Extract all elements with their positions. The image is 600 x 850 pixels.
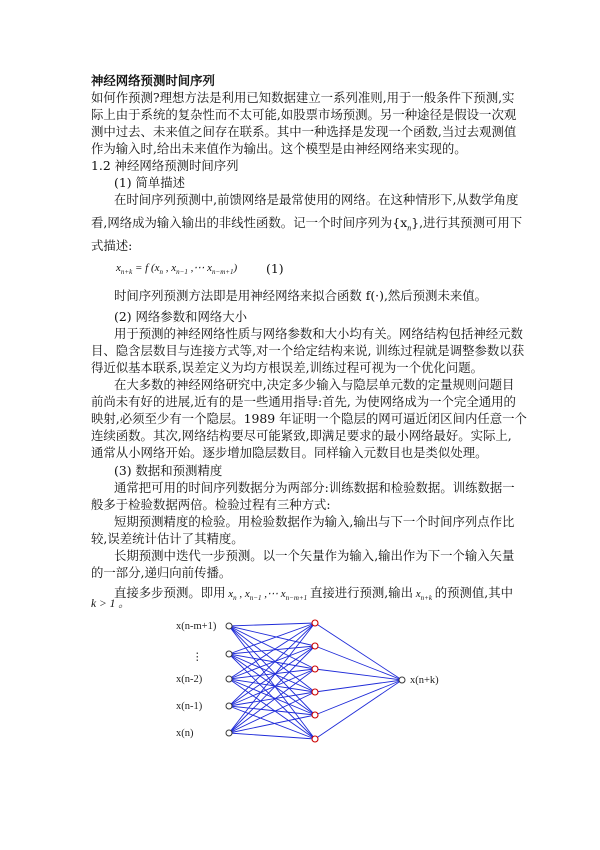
sub2-line-8: 通常从小网络开始。逐步增加隐层数目。同样输入元数目也是类似处理。 (91, 445, 488, 460)
sub3-line-6: 的一部分,递归向前传播。 (91, 565, 232, 580)
network-edges (229, 623, 402, 739)
sub2-line-4: 在大多数的神经网络研究中,决定多少输入与隐层单元数的定量规则问题目 (114, 377, 515, 392)
edge-input-1-hidden-3 (229, 654, 315, 692)
intro-line-4: 作为输入时,给出未来值作为输出。这个模型是由神经网络来实现的。 (91, 141, 467, 156)
hidden-node-1 (312, 643, 318, 649)
output-node (399, 677, 405, 683)
sub2-line-2: 目、隐含层数目与连接方式等,对一个给定结构来说, 训练过程就是调整参数以获 (91, 343, 525, 358)
sub1-line-2-text: 看,网络成为输入输出的非线性函数。记一个时间序列为{x (91, 215, 408, 230)
direct-line-a: 直接多步预测。即用 (114, 585, 226, 600)
input-label-0: x(n-m+1) (176, 621, 217, 632)
sub3-line-1: 通常把可用的时间序列数据分为两部分:训练数据和检验数据。训练数据一 (114, 480, 515, 495)
edge-hidden-3-output (315, 680, 402, 692)
hidden-node-3 (312, 689, 318, 695)
direct-output-math: $x_{n+k}$ (413, 588, 432, 603)
direct-line-c: 的预测值,其中 (434, 585, 514, 600)
hidden-node-2 (312, 666, 318, 672)
output-label: x(n+k) (410, 675, 439, 686)
input-node-1 (226, 651, 232, 657)
sub3-heading: (3) 数据和预测精度 (114, 463, 223, 478)
page-title: 神经网络预测时间序列 (91, 73, 215, 88)
sub1-heading: (1) 简单描述 (114, 175, 186, 190)
equation-label: (1) (266, 261, 284, 276)
sub2-line-7: 连续函数。其次,网络结构要尽可能紧致,即满足要求的最小网络最好。实际上, (91, 428, 512, 443)
eq-lhs: x (116, 262, 121, 274)
input-node-4 (226, 730, 232, 736)
edge-input-1-hidden-0 (229, 623, 315, 654)
ellipsis-label: ⋮ (192, 652, 203, 663)
sub3-line-4: 较,误差统计估计了其精度。 (91, 531, 244, 546)
edge-input-0-hidden-0 (229, 623, 315, 626)
intro-line-1: 如何作预测?理想方法是利用已知数据建立一系列准则,用于一般条件下预测,实 (91, 90, 515, 105)
sub2-heading: (2) 网络参数和网络大小 (114, 309, 248, 324)
input-label-3: x(n) (176, 728, 194, 739)
sub3-line-2: 般多于检验数据两倍。检验过程有三种方式: (91, 497, 331, 512)
hidden-node-5 (312, 736, 318, 742)
sub2-line-3: 得近似基本联系,误差定义为均方根误差,训练过程可视为一个优化问题。 (91, 360, 483, 375)
intro-line-3: 测中过去、未来值之间存在联系。其中一种选择是发现一个函数,当过去观测值 (91, 124, 517, 139)
section-heading: 1.2 神经网络预测时间序列 (91, 158, 239, 173)
input-label-1: x(n-2) (176, 674, 203, 685)
sub3-line-5: 长期预测中迭代一步预测。以一个矢量作为输入,输出作为下一个输入矢量 (114, 548, 515, 563)
intro-line-2: 际上由于系统的复杂性而不太可能,如股票市场预测。另一种途径是假设一次观 (91, 107, 517, 122)
input-node-3 (226, 703, 232, 709)
sub1-line-2-tail: },进行其预测可用下 (411, 215, 523, 230)
direct-line-b: 直接进行预测,输出 (309, 585, 414, 600)
sub2-line-1: 用于预测的神经网络性质与网络参数和大小均有关。网络结构包括神经元数 (114, 326, 523, 341)
hidden-node-4 (312, 712, 318, 718)
sub2-line-5: 前尚未有好的进展,近有的是一些通用指导:首先, 为使网络成为一个完全通用的 (91, 394, 516, 409)
hidden-node-0 (312, 620, 318, 626)
input-label-2: x(n-1) (176, 701, 203, 712)
direct-inputs-math: $x_n$ , $x_{n-1}$ ,⋯ $x_{n-m+1}$ (225, 588, 308, 603)
input-node-2 (226, 676, 232, 682)
k-condition: k > 1 。 (91, 598, 130, 610)
sub2-line-6: 映射,必须至少有一个隐层。1989 年证明一个隐层的网可逼近闭区间内任意一个 (91, 411, 527, 426)
equation-1: $x_{n+k} = f$ ($x_n$ , $x_{n-1}$ ,⋯ $x_{n-m+1}$) (116, 262, 238, 277)
sub3-line-3: 短期预测精度的检验。用检验数据作为输入,输出与下一个时间序列点作比 (114, 514, 515, 529)
sub-n: n (407, 223, 412, 233)
sub1-line-1: 在时间序列预测中,前馈网络是最常使用的网络。在这种情形下,从数学角度 (114, 192, 519, 207)
sub1-line-3: 式描述: (91, 238, 133, 253)
after-eq-line: 时间序列预测方法即是用神经网络来拟合函数 f(·),然后预测未来值。 (114, 288, 488, 303)
input-node-0 (226, 623, 232, 629)
